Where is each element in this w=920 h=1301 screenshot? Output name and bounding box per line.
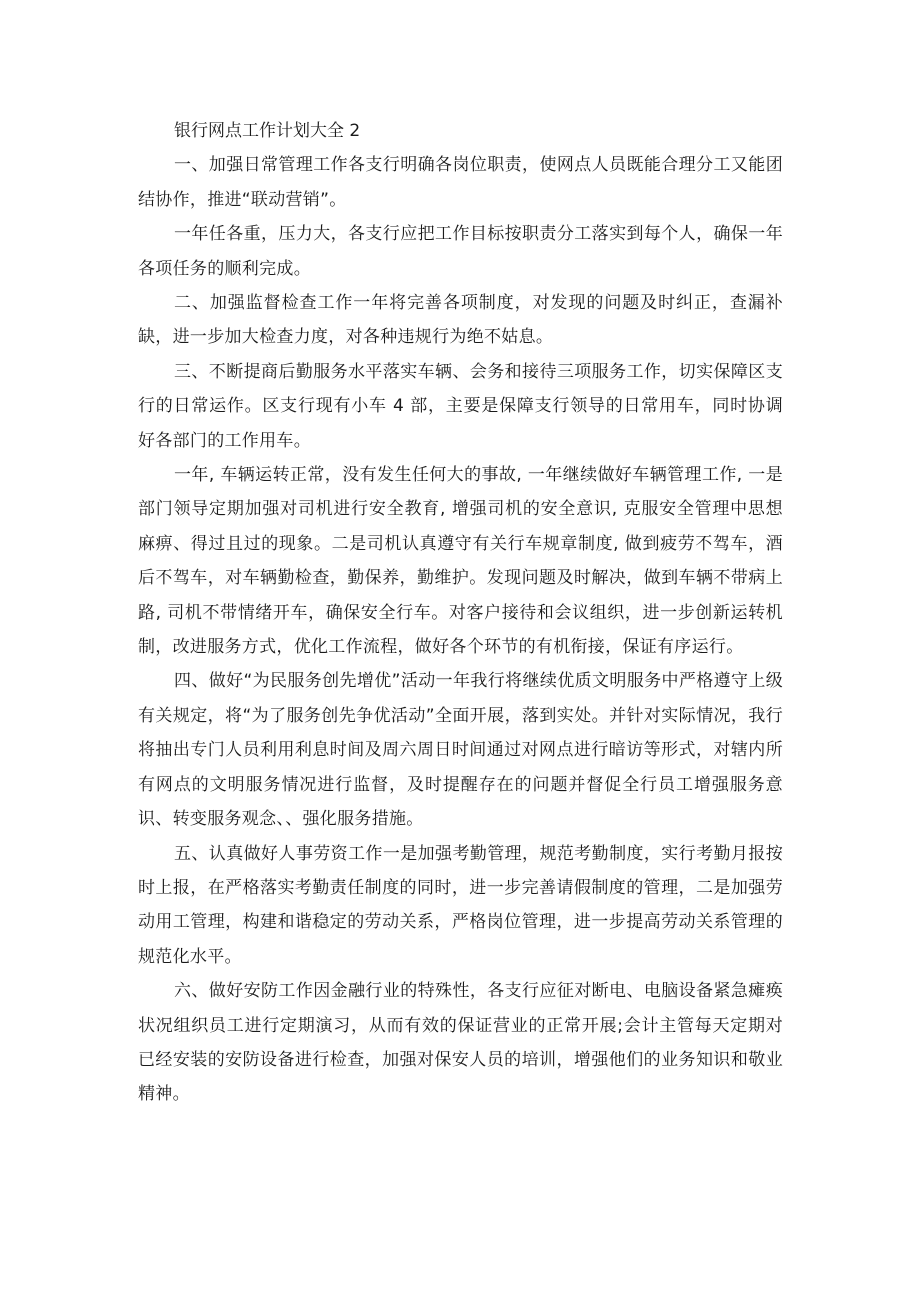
paragraph-6: 四、做好“为民服务创先增优”活动一年我行将继续优质文明服务中严格遵守上级有关规定，将“为了服务创先争优活动”全面开展，落到实处。并针对实际情况，我行将抽出专门人员利用利息时间及周六周日时间通过对网点进行暗访等形式，对辖内所有网点的文明服务情况进行监督，及时提醒存在的问题并督促全行员工增强服务意识、转变服务观念、、强化服务措施。 (138, 671, 783, 830)
paragraph-5: 一年, 车辆运转正常，没有发生任何大的事故, 一年继续做好车辆管理工作, 一是部门领导定期加强对司机进行安全教育, 增强司机的安全意识, 克服安全管理中思想麻痹、得过且过的现象。二是司机认真遵守有关行车规章制度, 做到疲劳不驾车，酒后不驾车，对车辆勤检查，勤保养，勤维护。发现问题及时解决，做到车辆不带病上路, 司机不带情绪开车，确保安全行车。对客户接待和会议组织，进一步创新运转机制，改进服务方式，优化工作流程，做好各个环节的有机衔接，保证有序运行。 (138, 465, 783, 658)
paragraph-7: 五、认真做好人事劳资工作一是加强考勤管理，规范考勤制度，实行考勤月报按时上报，在严格落实考勤责任制度的同时，进一步完善请假制度的管理，二是加强劳动用工管理，构建和谐稳定的劳动关系，严格岗位管理，进一步提高劳动关系管理的规范化水平。 (138, 843, 783, 967)
paragraph-3: 二、加强监督检查工作一年将完善各项制度，对发现的问题及时纠正，查漏补缺，进一步加大检查力度，对各种违规行为绝不姑息。 (138, 293, 783, 348)
document-title: 银行网点工作计划大全 2 (174, 121, 361, 141)
paragraph-1: 一、加强日常管理工作各支行明确各岗位职责，使网点人员既能合理分工又能团结协作，推进“联动营销”。 (138, 155, 783, 210)
paragraph-8: 六、做好安防工作因金融行业的特殊性，各支行应征对断电、电脑设备紧急瘫痪状况组织员工进行定期演习，从而有效的保证营业的正常开展;会计主管每天定期对已经安装的安防设备进行检查，加强对保安人员的培训，增强他们的业务知识和敬业精神。 (138, 981, 783, 1105)
document-body (138, 114, 783, 1112)
paragraph-2: 一年任各重，压力大，各支行应把工作目标按职责分工落实到每个人，确保一年各项任务的顺利完成。 (138, 224, 783, 279)
paragraph-4: 三、不断提商后勤服务水平落实车辆、会务和接待三项服务工作，切实保障区支行的日常运作。区支行现有小车 4 部，主要是保障支行领导的日常用车，同时协调好各部门的工作用车。 (138, 361, 783, 451)
